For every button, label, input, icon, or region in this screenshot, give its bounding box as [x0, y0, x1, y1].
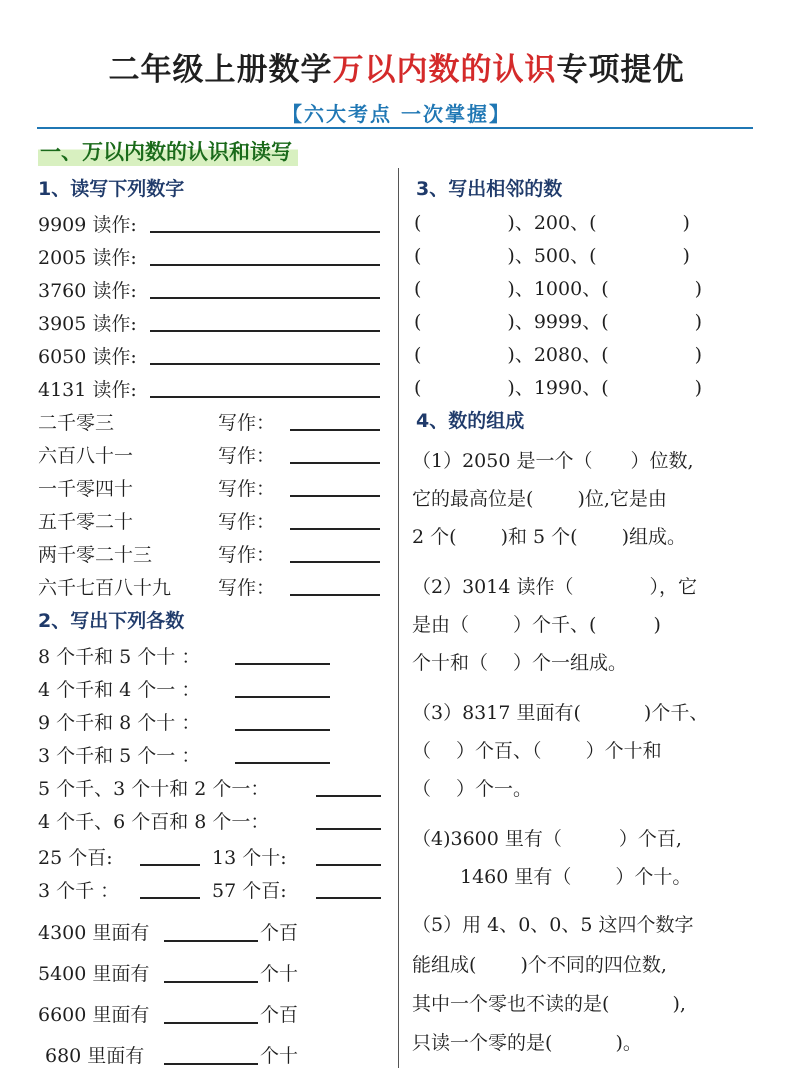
answer-line[interactable]: [290, 495, 380, 497]
answer-line[interactable]: [290, 462, 380, 464]
contains-item: 680 里面有: [45, 1045, 145, 1067]
pair-item: 13 个十:: [212, 847, 287, 869]
compose-item: 5 个千、3 个十和 2 个一：: [38, 778, 270, 800]
section-heading: 一、万以内数的认识和读写: [38, 136, 298, 166]
answer-line[interactable]: [290, 528, 380, 530]
compose-item: 9 个千和 8 个十 ：: [38, 712, 201, 734]
q4-p5-line: 能组成( )个不同的四位数,: [412, 954, 667, 976]
pair-item: 3 个千 ：: [38, 880, 120, 902]
answer-line[interactable]: [235, 696, 330, 698]
title-part1: 二年级上册数学: [108, 52, 333, 88]
compose-item: 4 个千、6 个百和 8 个一：: [38, 811, 270, 833]
q4-p2-line: 个十和（ ）个一组成。: [412, 652, 628, 674]
answer-line[interactable]: [150, 330, 380, 332]
answer-line[interactable]: [235, 729, 330, 731]
q4-p4-line: 1460 里有（ ）个十。: [460, 866, 692, 888]
q4-p5-line: （5）用 4、0、0、5 这四个数字: [412, 914, 694, 936]
write-item: 二千零三: [38, 412, 115, 434]
answer-line[interactable]: [150, 297, 380, 299]
q4-p2-line: （2）3014 读作（ ），它: [412, 576, 697, 598]
write-item: 一千零四十: [38, 478, 134, 500]
q4-p4-line: （4)3600 里有（ ）个百,: [412, 828, 682, 850]
subtitle: 【六大考点 一次掌握】: [282, 102, 511, 126]
neighbor-row: ( )、1990、( ): [414, 377, 703, 399]
write-label: 写作：: [218, 445, 276, 467]
contains-unit: 个十: [260, 1045, 299, 1067]
neighbor-row: ( )、500、( ): [414, 245, 690, 267]
answer-line[interactable]: [316, 897, 381, 899]
q4-p2-line: 是由（ ）个千、( ): [412, 614, 661, 636]
answer-line[interactable]: [140, 864, 200, 866]
contains-unit: 个十: [260, 963, 299, 985]
q4-heading: 4、数的组成: [416, 410, 525, 432]
page-title: [0, 44, 793, 89]
read-item: 3905 读作:: [38, 313, 137, 335]
column-divider: [398, 168, 399, 1068]
write-item: 五千零二十: [38, 511, 134, 533]
title-part3: 专项提优: [556, 52, 685, 88]
q2-heading: 2、写出下列各数: [38, 610, 185, 632]
answer-line[interactable]: [290, 594, 380, 596]
answer-line[interactable]: [150, 396, 380, 398]
contains-item: 5400 里面有: [38, 963, 150, 985]
write-label: 写作：: [218, 412, 276, 434]
read-item: 2005 读作:: [38, 247, 137, 269]
read-item: 6050 读作:: [38, 346, 137, 368]
compose-item: 8 个千和 5 个十 ：: [38, 646, 201, 668]
answer-line[interactable]: [164, 940, 258, 942]
write-item: 六千七百八十九: [38, 577, 172, 599]
answer-line[interactable]: [290, 561, 380, 563]
write-item: 六百八十一: [38, 445, 134, 467]
answer-line[interactable]: [235, 762, 330, 764]
q4-p5-line: 其中一个零也不读的是( ),: [412, 993, 686, 1015]
answer-line[interactable]: [164, 1063, 258, 1065]
header-divider: [37, 127, 753, 129]
answer-line[interactable]: [316, 828, 381, 830]
answer-line[interactable]: [316, 795, 381, 797]
title-part2: 万以内数的认识: [332, 52, 557, 88]
answer-line[interactable]: [150, 264, 380, 266]
write-item: 两千零二十三: [38, 544, 153, 566]
q4-p3-line: （ ）个一。: [412, 778, 533, 800]
answer-line[interactable]: [235, 663, 330, 665]
answer-line[interactable]: [140, 897, 200, 899]
contains-item: 4300 里面有: [38, 922, 150, 944]
q3-heading: 3、写出相邻的数: [416, 178, 563, 200]
contains-unit: 个百: [260, 1004, 299, 1026]
write-label: 写作：: [218, 478, 276, 500]
neighbor-row: ( )、1000、( ): [414, 278, 703, 300]
neighbor-row: ( )、2080、( ): [414, 344, 703, 366]
write-label: 写作：: [218, 577, 276, 599]
write-label: 写作：: [218, 511, 276, 533]
answer-line[interactable]: [290, 429, 380, 431]
q4-p3-line: （ ）个百、（ ）个十和: [412, 740, 662, 762]
q4-p1-line: （1）2050 是一个（ ）位数,: [412, 450, 694, 472]
pair-item: 25 个百:: [38, 847, 113, 869]
q4-p1-line: 它的最高位是( )位,它是由: [412, 488, 667, 510]
read-item: 4131 读作:: [38, 379, 137, 401]
compose-item: 4 个千和 4 个一 ：: [38, 679, 201, 701]
compose-item: 3 个千和 5 个一 ：: [38, 745, 201, 767]
neighbor-row: ( )、200、( ): [414, 212, 690, 234]
q4-p5-line: 只读一个零的是( )。: [412, 1032, 642, 1054]
read-item: 9909 读作:: [38, 214, 137, 236]
q1-heading: 1、读写下列数字: [38, 178, 185, 200]
q4-p1-line: 2 个( )和 5 个( )组成。: [412, 526, 687, 548]
answer-line[interactable]: [316, 864, 381, 866]
q4-p3-line: （3）8317 里面有( )个千、: [412, 702, 709, 724]
answer-line[interactable]: [150, 231, 380, 233]
contains-unit: 个百: [260, 922, 299, 944]
answer-line[interactable]: [150, 363, 380, 365]
pair-item: 57 个百:: [212, 880, 287, 902]
answer-line[interactable]: [164, 981, 258, 983]
write-label: 写作：: [218, 544, 276, 566]
neighbor-row: ( )、9999、( ): [414, 311, 703, 333]
answer-line[interactable]: [164, 1022, 258, 1024]
read-item: 3760 读作:: [38, 280, 137, 302]
contains-item: 6600 里面有: [38, 1004, 150, 1026]
